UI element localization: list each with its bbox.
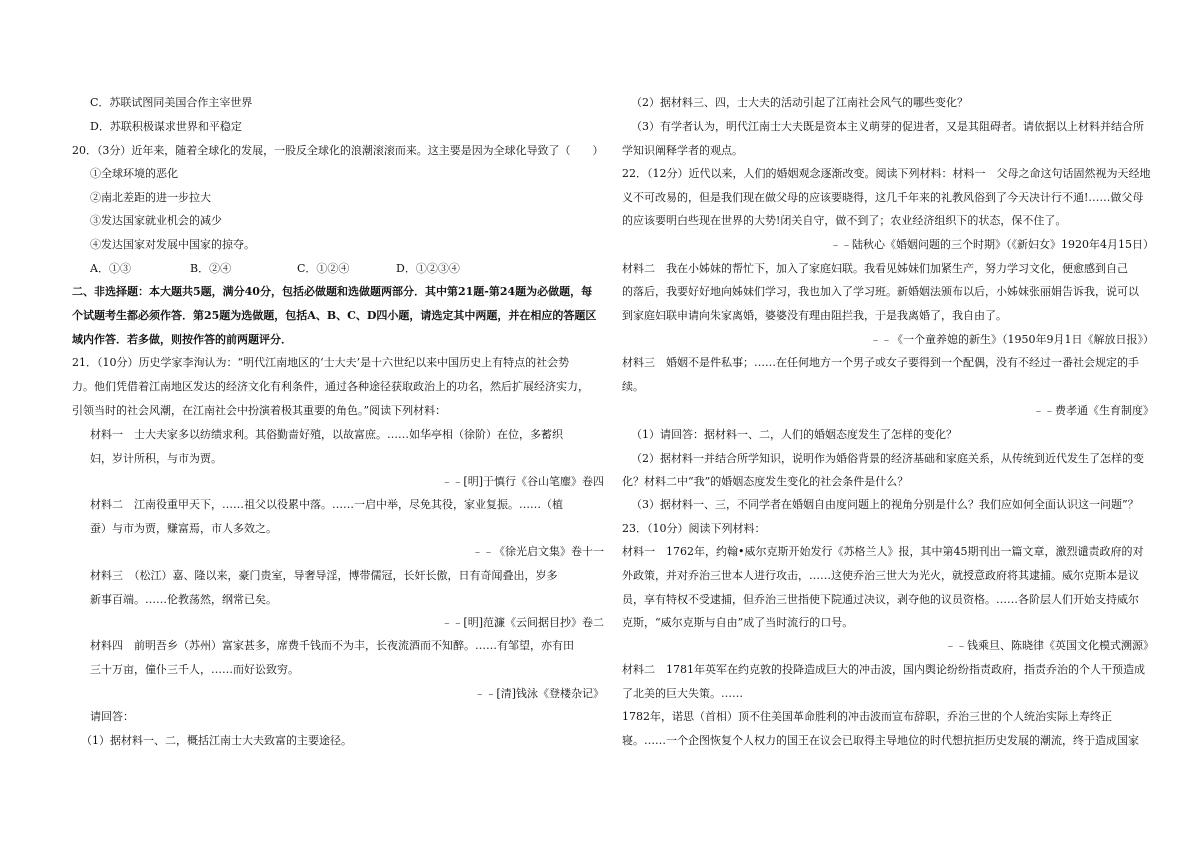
q20-stem: 20．（3分）近年来，随着全球化的发展，一股反全球化的浪潮滚滚而来。这主要是因为全球化导致了（ ） [72, 144, 604, 157]
q21-material-1-source: ﹣﹣[明]于慎行《谷山笔麈》卷四 [441, 475, 604, 488]
q22-stem-line-1: 22．（12分）近代以来，人们的婚姻观念逐渐改变。阅读下列材料：材料一 父母之命这句话固然视为天经地 [622, 167, 1151, 180]
q21-material-4-line-1: 材料四 前明吾乡（苏州）富家甚多，席费千钱而不为丰，长夜流酒而不知醉。……有邹望，亦有田 [90, 639, 574, 652]
q20-item-4: ④发达国家对发展中国家的掠夺。 [90, 238, 255, 251]
q22-material-3-line-2: 续。 [622, 380, 644, 393]
q21-sub-question-2: （2）据材料三、四，士大夫的活动引起了江南社会风气的哪些变化？ [631, 96, 968, 109]
q22-sub-question-2-line-2: 化？材料二中“我”的婚姻态度发生变化的社会条件是什么？ [622, 475, 909, 488]
section2-line-3: 域内作答．若多做，则按作答的前两题评分． [72, 333, 292, 346]
q20-option-d: D．①②③④ [396, 262, 460, 275]
q22-material-2-line-2: 的落后，我要好好地向姊妹们学习，我也加入了学习班。新婚姻法颁布以后，小姊妹张丽娟告诉我，说可以 [622, 285, 1139, 298]
q22-material-1-source: ﹣﹣陆秋心《婚姻问题的三个时期》（《新妇女》1920年4月15日） [830, 238, 1154, 251]
q21-material-2-source: ﹣﹣《徐光启文集》卷十一 [472, 545, 604, 558]
q23-material-1-line-4: 克斯，“威尔克斯与自由”成了当时流行的口号。 [622, 616, 854, 629]
q21-material-2-line-2: 蚕）与市为贾，赚富焉，市人多效之。 [90, 522, 277, 535]
q22-material-2-source: ﹣﹣《一个童养媳的新生》（1950年9月1日《解放日报》） [870, 333, 1154, 346]
q21-material-3-line-2: 新事百端。……伦教荡然，纲常已矣。 [90, 593, 277, 606]
q23-stem: 23．（10分）阅读下列材料： [622, 522, 766, 535]
q22-stem-line-2: 义不可改易的，但是我们现在做父母的应该要晓得，这几千年来的礼教风俗到了今天决计行不通!……做父母 [622, 191, 1144, 204]
q20-item-1: ①全球环境的恶化 [90, 167, 178, 180]
q20-option-b: B．②④ [190, 262, 232, 275]
q23-material-1-line-1: 材料一 1762年，约翰•威尔克斯开始发行《苏格兰人》报，其中第45期刊出一篇文章，激烈谴责政府的对 [622, 545, 1144, 558]
q22-material-2-line-3: 到家庭妇联申请向朱家离婚，婆婆没有理由阻拦我，于是我离婚了，我自由了。 [622, 309, 1007, 322]
q23-material-1-line-2: 外政策，并对乔治三世本人进行攻击，……这使乔治三世大为光火，就授意政府将其逮捕。威尔克斯本是议 [622, 569, 1139, 582]
q20-option-c: C．①②④ [297, 262, 350, 275]
q23-material-2-line-2: 了北美的巨大失策。…… [622, 687, 743, 700]
q22-material-3-line-1: 材料三 婚姻不是件私事；……在任何地方一个男子或女子要得到一个配偶，没有不经过一番社会规定的手 [622, 356, 1139, 369]
q23-material-1-source: ﹣﹣钱乘旦、陈晓律《英国文化模式溯源》 [945, 639, 1154, 652]
q21-sub-question-3-line-1: （3）有学者认为，明代江南士大夫既是资本主义萌芽的促进者，又是其阻碍者。请依据以上材料并结合所 [631, 120, 1144, 133]
q22-sub-question-3: （3）据材料一、三，不同学者在婚姻自由度问题上的视角分别是什么？我们应如何全面认识这一问题”？ [631, 498, 1139, 511]
q19-option-c: C．苏联试图同美国合作主宰世界 [90, 96, 253, 109]
q23-material-2b-line-1: 1782年，诺思（首相）顶不住美国革命胜利的冲击波而宣布辞职，乔治三世的个人统治实际上寿终正 [622, 710, 1112, 723]
q21-material-3-line-1: 材料三 （松江）嘉、隆以来，豪门贵室，导奢导淫，博带儒冠，长奸长傲，日有奇闻叠出，岁多 [90, 569, 558, 582]
q22-material-2-line-1: 材料二 我在小姊妹的帮忙下，加入了家庭妇联。我看见姊妹们加紧生产，努力学习文化，便愈感到自己 [622, 262, 1128, 275]
q19-option-d: D．苏联积极谋求世界和平稳定 [90, 120, 242, 133]
q22-material-3-source: ﹣﹣费孝通《生育制度》 [1033, 404, 1154, 417]
q21-material-4-source: ﹣﹣[清]钱泳《登楼杂记》 [474, 687, 604, 700]
q23-material-2-line-1: 材料二 1781年英军在约克敦的投降造成巨大的冲击波，国内舆论纷纷指责政府，指责乔治的个人干预造成 [622, 663, 1145, 676]
q20-option-a: A．①③ [90, 262, 131, 275]
q21-stem-line-1: 21．（10分）历史学家李洵认为：“明代江南地区的‘士大夫’是十六世纪以来中国历史上有特点的社会势 [72, 356, 570, 369]
q23-material-1-line-3: 员，享有特权不受逮捕，但乔治三世指使下院通过决议，剥夺他的议员资格。……各阶层人们开始支持威尔 [622, 593, 1139, 606]
q21-material-1-line-2: 妇，岁计所积，与市为贾。 [90, 452, 222, 465]
q22-sub-question-2-line-1: （2）据材料一并结合所学知识，说明作为婚俗背景的经济基础和家庭关系，从传统到近代发生了怎样的变 [631, 452, 1144, 465]
q21-material-4-line-2: 三十万亩，僮仆三千人，……而好讼致穷。 [90, 663, 299, 676]
q21-material-2-line-1: 材料二 江南役重甲天下，……祖父以役累中落。……一启中举，尽免其役，家业复振。……（植 [90, 498, 563, 511]
q21-stem-line-2: 力。他们凭借着江南地区发达的经济文化有利条件，通过各种途径获取政治上的功名，然后扩展经济实力， [72, 380, 589, 393]
q21-material-3-source: ﹣﹣[明]范濂《云间据目抄》卷二 [441, 616, 604, 629]
q22-sub-question-1: （1）请回答：据材料一、二，人们的婚姻态度发生了怎样的变化？ [631, 428, 957, 441]
section2-line-1: 二、非选择题：本大题共5题，满分40分，包括必做题和选做题两部分．其中第21题-第24题为必做题，每 [72, 285, 593, 298]
q21-material-1-line-1: 材料一 士大夫家多以纺绩求利。其俗勤啬好殖，以故富庶。……如华亭相（徐阶）在位，多蓄织 [90, 428, 563, 441]
q21-sub-question-3-line-2: 学知识阐释学者的观点。 [622, 144, 743, 157]
q21-sub-question-1: （1）据材料一、二，概括江南士大夫致富的主要途径。 [81, 734, 352, 747]
q20-item-2: ②南北差距的进一步拉大 [90, 191, 211, 204]
q21-stem-line-3: 引领当时的社会风潮，在江南社会中扮演着极其重要的角色。”阅读下列材料： [72, 404, 447, 417]
section2-line-2: 个试题考生都必须作答．第25题为选做题，包括A、B、C、D四小题，请选定其中两题，并在相应的答题区 [72, 309, 597, 322]
q23-material-2b-line-2: 寝。……一个企图恢复个人权力的国王在议会已取得主导地位的时代想抗拒历史发展的潮流，终于造成国家 [622, 734, 1139, 747]
answer-prompt: 请回答： [90, 710, 134, 723]
q20-item-3: ③发达国家就业机会的减少 [90, 214, 222, 227]
q22-stem-line-3: 的应该要明白些现在世界的大势!闭关自守，做不到了；农业经济组织下的状态，保不住了。 [622, 214, 1067, 227]
